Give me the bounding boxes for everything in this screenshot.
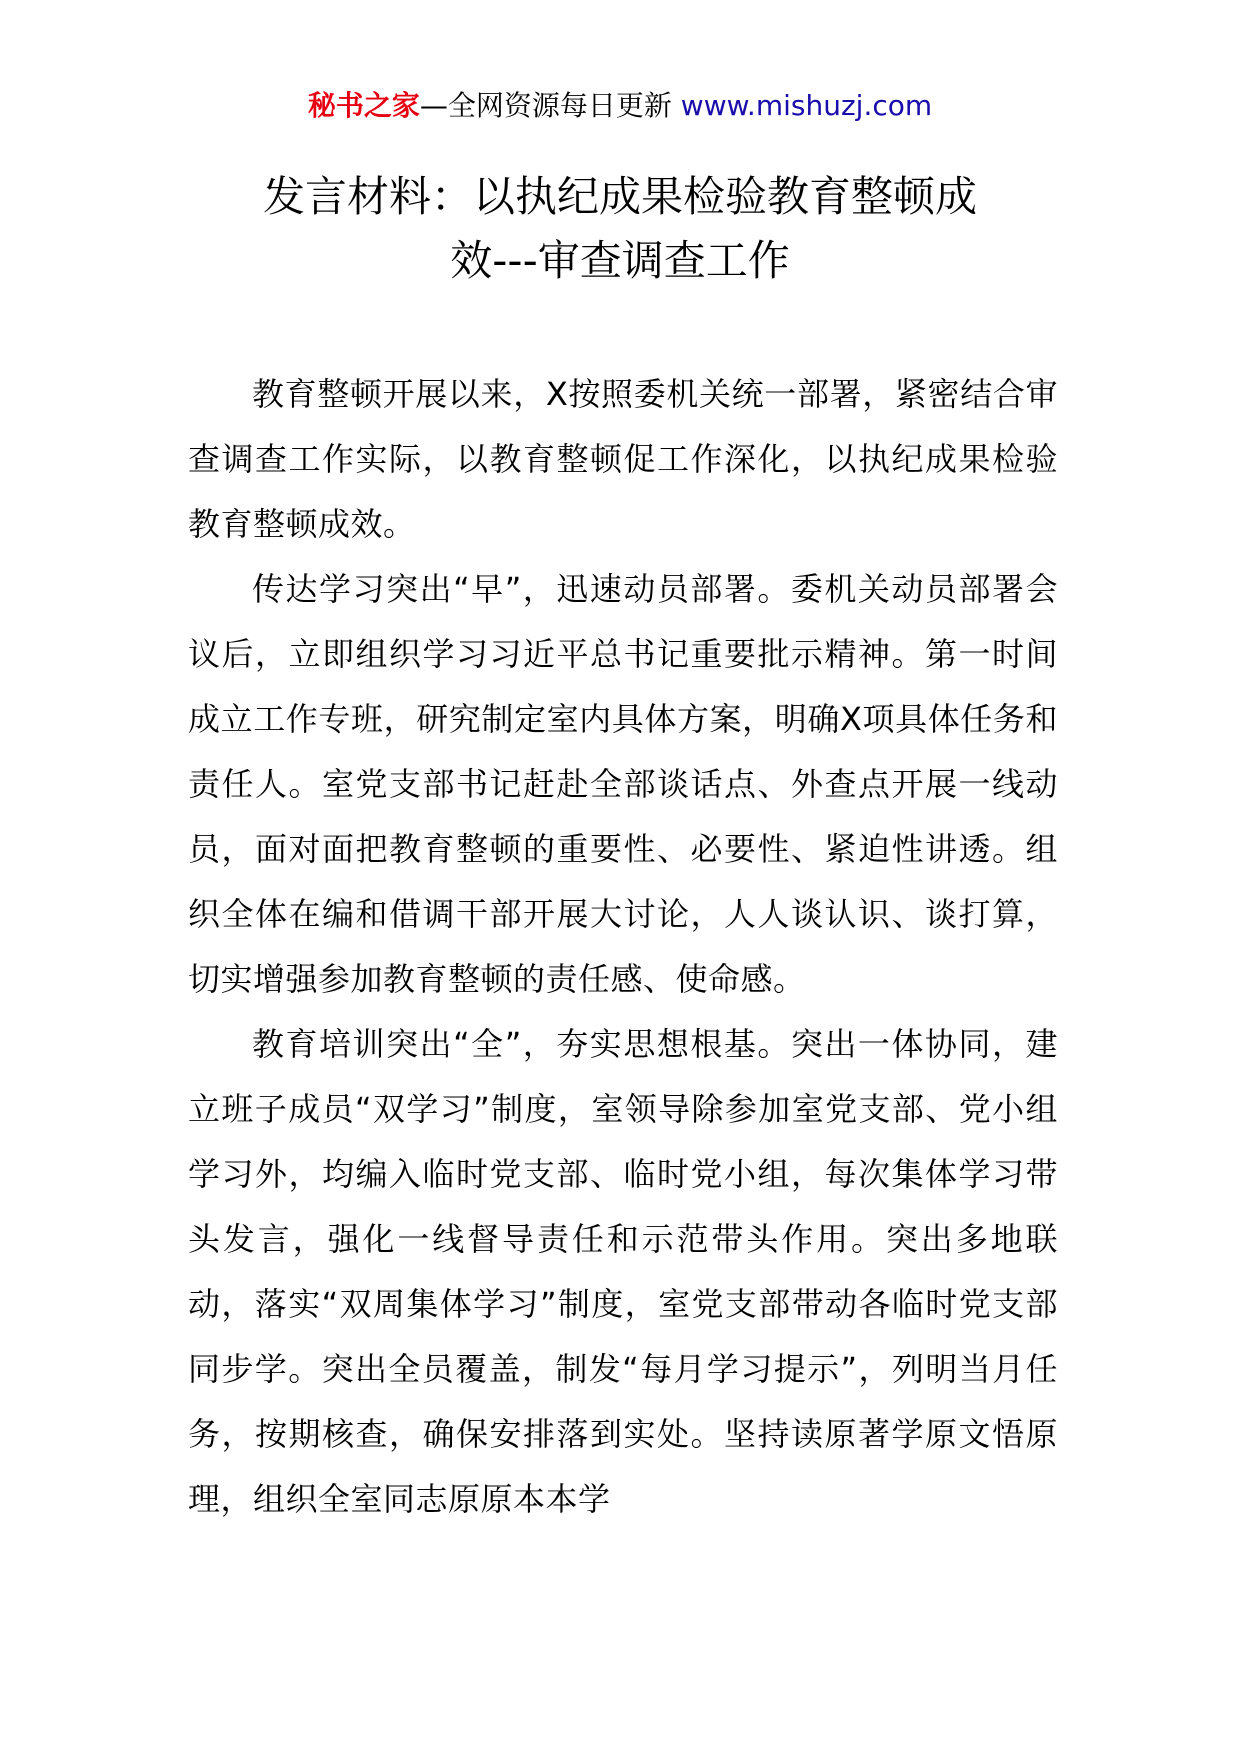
- site-tagline: —全网资源每日更新: [419, 89, 672, 122]
- document-title-line-1: 发言材料：以执纪成果检验教育整顿成: [262, 172, 977, 221]
- site-url-link[interactable]: www.mishuzj.com: [680, 89, 933, 122]
- paragraph-full-training: 教育培训突出“全”，夯实思想根基。突出一体协同，建立班子成员“双学习”制度，室领导除参加室党支部、党小组学习外，均编入临时党支部、临时党小组，每次集体学习带头发言，强化一线督导责任和示范带头作用。突出多地联动，落实“双周集体学习”制度，室党支部带动各临时党支部同步学。突出全员覆盖，制发“每月学习提示”，列明当月任务，按期核查，确保安排落到实处。坚持读原著学原文悟原理，组织全室同志原原本本学: [188, 1025, 1058, 1518]
- document-title-line-2: 效---审查调查工作: [450, 236, 790, 285]
- site-header: [0, 86, 1240, 126]
- paragraph-intro: 教育整顿开展以来，X按照委机关统一部署，紧密结合审查调查工作实际，以教育整顿促工作深化，以执纪成果检验教育整顿成效。: [188, 375, 1058, 543]
- document-title: [150, 165, 1090, 293]
- site-brand[interactable]: 秘书之家: [307, 89, 420, 122]
- document-body: [188, 362, 1058, 1532]
- paragraph-early-mobilization: 传达学习突出“早”，迅速动员部署。委机关动员部署会议后，立即组织学习习近平总书记重要批示精神。第一时间成立工作专班，研究制定室内具体方案，明确X项具体任务和责任人。室党支部书记赶赴全部谈话点、外查点开展一线动员，面对面把教育整顿的重要性、必要性、紧迫性讲透。组织全体在编和借调干部开展大讨论，人人谈认识、谈打算，切实增强参加教育整顿的责任感、使命感。: [188, 570, 1058, 998]
